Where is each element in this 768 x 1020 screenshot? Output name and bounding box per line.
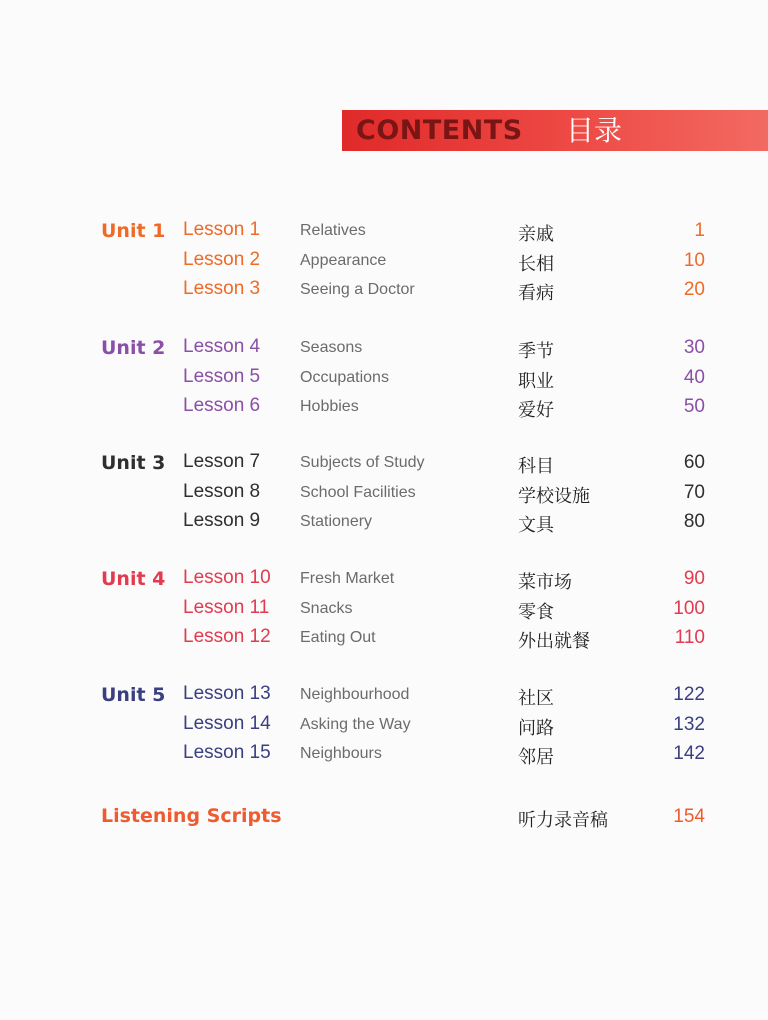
lesson-label[interactable]: Lesson 8 (183, 481, 261, 502)
lesson-label[interactable]: Lesson 3 (183, 278, 261, 299)
lesson-title-cn: 长相 (518, 254, 554, 275)
lesson-title-cn: 文具 (518, 515, 554, 536)
lesson-label[interactable]: Lesson 15 (183, 742, 271, 763)
lesson-page-number: 1 (694, 220, 705, 241)
lesson-title-cn: 爱好 (518, 400, 554, 421)
lesson-label[interactable]: Lesson 1 (183, 219, 261, 240)
lesson-title-cn: 职业 (518, 371, 554, 392)
listening-scripts-page: 154 (673, 806, 705, 827)
contents-title-cn: 目录 (566, 114, 623, 147)
lesson-label[interactable]: Lesson 5 (183, 366, 261, 387)
lesson-title-cn: 科目 (518, 456, 554, 477)
lesson-title-cn: 问路 (518, 718, 554, 739)
lesson-page-number: 20 (683, 279, 705, 300)
lesson-page-number: 70 (683, 482, 705, 503)
lesson-page-number: 60 (683, 452, 705, 473)
unit-label: Unit 5 (101, 684, 166, 706)
lesson-title-cn: 邻居 (518, 747, 554, 768)
unit-label: Unit 1 (101, 220, 166, 242)
lesson-title: Seeing a Doctor (300, 281, 415, 298)
lesson-page-number: 30 (683, 337, 705, 358)
lesson-label[interactable]: Lesson 7 (183, 451, 261, 472)
lesson-title: Asking the Way (300, 716, 411, 733)
lesson-title-cn: 季节 (518, 341, 554, 362)
lesson-label[interactable]: Lesson 11 (183, 597, 270, 618)
lesson-page-number: 132 (673, 714, 705, 735)
lesson-page-number: 100 (673, 598, 705, 619)
lesson-label[interactable]: Lesson 2 (183, 249, 261, 270)
lesson-title: Appearance (300, 252, 387, 269)
unit-label: Unit 3 (101, 452, 166, 474)
lesson-page-number: 142 (673, 743, 705, 764)
lesson-title: Eating Out (300, 629, 376, 646)
lesson-label[interactable]: Lesson 6 (183, 395, 261, 416)
lesson-title: Occupations (300, 369, 389, 386)
lesson-title-cn: 亲戚 (518, 224, 554, 245)
contents-title: CONTENTS (356, 115, 523, 146)
lesson-title: School Facilities (300, 484, 416, 501)
lesson-title: Seasons (300, 339, 363, 356)
lesson-title-cn: 社区 (518, 688, 554, 709)
lesson-page-number: 90 (683, 568, 705, 589)
lesson-label[interactable]: Lesson 9 (183, 510, 261, 531)
lesson-label[interactable]: Lesson 13 (183, 683, 271, 704)
lesson-page-number: 122 (673, 684, 705, 705)
lesson-title: Snacks (300, 600, 353, 617)
lesson-title-cn: 外出就餐 (518, 631, 590, 652)
unit-label: Unit 2 (101, 337, 166, 359)
lesson-page-number: 110 (674, 627, 705, 648)
lesson-title-cn: 菜市场 (518, 572, 572, 593)
lesson-label[interactable]: Lesson 14 (183, 713, 271, 734)
lesson-label[interactable]: Lesson 12 (183, 626, 271, 647)
lesson-title-cn: 零食 (518, 602, 554, 623)
lesson-title-cn: 看病 (518, 283, 554, 304)
lesson-title: Stationery (300, 513, 373, 530)
lesson-page-number: 80 (683, 511, 705, 532)
lesson-page-number: 10 (683, 250, 705, 271)
lesson-title: Fresh Market (300, 570, 395, 587)
lesson-title: Relatives (300, 222, 366, 239)
listening-scripts-title-cn: 听力录音稿 (518, 810, 608, 831)
lesson-title-cn: 学校设施 (518, 486, 590, 507)
listening-scripts-label[interactable]: Listening Scripts (101, 805, 282, 827)
lesson-title: Neighbours (300, 745, 382, 762)
lesson-label[interactable]: Lesson 4 (183, 336, 261, 357)
lesson-title: Neighbourhood (300, 686, 410, 703)
lesson-title: Hobbies (300, 398, 359, 415)
lesson-page-number: 50 (683, 396, 705, 417)
lesson-page-number: 40 (683, 367, 705, 388)
lesson-label[interactable]: Lesson 10 (183, 567, 271, 588)
lesson-title: Subjects of Study (300, 454, 425, 471)
unit-label: Unit 4 (101, 568, 166, 590)
